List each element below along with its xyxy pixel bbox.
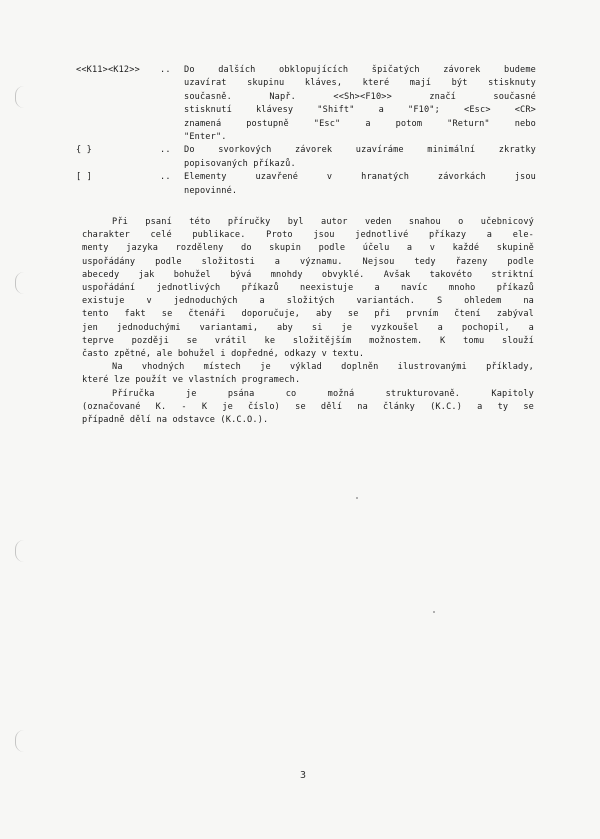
definition-item (76, 171, 536, 198)
text-line: popisovaných příkazů. (184, 158, 296, 169)
paragraph (82, 216, 534, 361)
text-line: uspořádání jednotlivých příkazů neexistuje a navíc mnoho příkazů (82, 283, 534, 294)
body-text (82, 216, 534, 427)
definition-list (76, 64, 536, 198)
text-line: uspořádány podle složitosti a významu. Nejsou tedy řazeny podle (82, 256, 534, 267)
text-line: existuje v jednoduchých a složitých variantách. S ohledem na (82, 296, 534, 307)
text-line: uzavírat skupinu kláves, které mají být stisknuty (184, 78, 536, 89)
text-line: abecedy jak bohužel bývá mnohdy obvyklé. Avšak takovéto striktní (82, 269, 534, 280)
definition-separator: .. (160, 172, 171, 183)
definition-term: [ ] (76, 172, 92, 183)
text-line: případně dělí na odstavce (K.C.O.). (82, 415, 269, 426)
text-line: charakter celé publikace. Proto jsou jednotlivé příkazy a ele- (82, 230, 534, 241)
text-line: teprve později se vrátil ke složitějším možnostem. K tomu slouží (82, 335, 534, 346)
text-line: (označované K. - K je číslo) se dělí na články (K.C.) a ty se (82, 401, 534, 412)
definition-separator: .. (160, 145, 171, 156)
binder-mark (15, 730, 24, 752)
text-line: Příručka je psána co možná strukturovaně. Kapitoly (112, 388, 534, 399)
binder-mark (15, 86, 24, 108)
text-line: Elementy uzavřené v hranatých závorkách jsou (184, 172, 536, 183)
page-number: 3 (300, 770, 307, 781)
text-line: současně. Např. <<Sh><F10>> značí současné (184, 91, 536, 102)
text-line: menty jazyka rozděleny do skupin podle účelu a v každé skupině (82, 243, 534, 254)
text-line: stisknutí klávesy "Shift" a "F10"; <Esc> <CR> (184, 105, 536, 116)
scan-speck (356, 497, 358, 499)
text-line: Na vhodných místech je výklad doplněn ilustrovanými příklady, (112, 362, 534, 373)
definition-term: <<K11><K12>> (76, 65, 140, 75)
text-line: "Enter". (184, 132, 227, 143)
definition-term: { } (76, 145, 92, 156)
definition-text (184, 171, 536, 198)
text-line: které lze použít ve vlastních programech. (82, 375, 301, 386)
text-line: Do dalších obklopujících špičatých závorek budeme (184, 65, 536, 75)
scan-speck (433, 611, 435, 613)
paragraph (82, 361, 534, 387)
text-line: jen jednoduchými variantami, aby si je vyzkoušel a pochopil, a (82, 322, 534, 333)
definition-item (76, 144, 536, 171)
definition-item (76, 64, 536, 144)
text-line: znamená postupně "Esc" a potom "Return" nebo (184, 118, 536, 129)
text-line: Do svorkových závorek uzavíráme minimální zkratky (184, 145, 536, 156)
paragraph (82, 388, 534, 428)
text-line: tento fakt se čtenáři doporučuje, aby se při prvním čtení zabýval (82, 309, 534, 320)
definition-text (184, 144, 536, 171)
text-line: Při psaní této příručky byl autor veden snahou o učebnicový (112, 217, 534, 227)
text-line: nepovinné. (184, 185, 238, 196)
text-line: často zpětné, ale bohužel i dopředné, odkazy v textu. (82, 349, 365, 360)
definition-text (184, 64, 536, 144)
binder-mark (15, 540, 24, 562)
binder-mark (15, 272, 24, 294)
definition-separator: .. (160, 65, 171, 75)
